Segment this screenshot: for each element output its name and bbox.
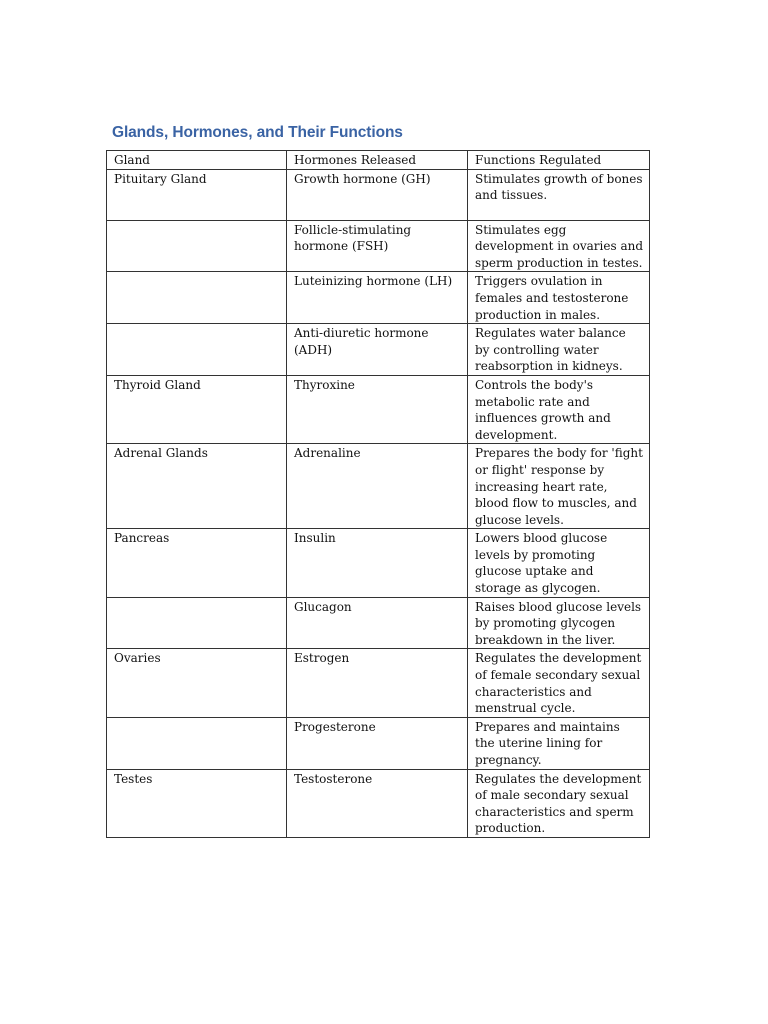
cell-hormone: Follicle-stimulating hormone (FSH) [287,220,468,272]
cell-gland [107,272,287,324]
table-row [107,444,650,529]
header-functions-regulated: Functions Regulated [468,151,650,170]
cell-function: Raises blood glucose levels by promoting glycogen breakdown in the liver. [468,597,650,649]
cell-gland [107,597,287,649]
cell-hormone: Luteinizing hormone (LH) [287,272,468,324]
cell-function: Lowers blood glucose levels by promoting glucose uptake and storage as glycogen. [468,529,650,597]
table-row [107,272,650,324]
table-row [107,717,650,769]
glands-hormones-table [106,150,650,838]
cell-hormone: Thyroxine [287,375,468,443]
table-row [107,375,650,443]
cell-gland [107,324,287,376]
table-row [107,529,650,597]
cell-gland [107,220,287,272]
cell-hormone: Growth hormone (GH) [287,169,468,220]
table-row [107,169,650,220]
cell-function: Regulates the development of male secondary sexual characteristics and sperm production. [468,769,650,837]
cell-gland: Adrenal Glands [107,444,287,529]
cell-gland: Testes [107,769,287,837]
document-title: Glands, Hormones, and Their Functions [112,124,403,141]
table-row [107,220,650,272]
cell-hormone: Anti-diuretic hormone (ADH) [287,324,468,376]
cell-hormone: Progesterone [287,717,468,769]
cell-gland: Pancreas [107,529,287,597]
cell-function: Prepares the body for 'fight or flight' response by increasing heart rate, blood flow to muscles, and glucose levels. [468,444,650,529]
table-row [107,649,650,717]
cell-function: Regulates water balance by controlling water reabsorption in kidneys. [468,324,650,376]
header-gland: Gland [107,151,287,170]
table-body [107,151,650,838]
table-row [107,324,650,376]
cell-hormone: Insulin [287,529,468,597]
cell-function: Triggers ovulation in females and testosterone production in males. [468,272,650,324]
cell-hormone: Adrenaline [287,444,468,529]
cell-function: Regulates the development of female secondary sexual characteristics and menstrual cycle. [468,649,650,717]
cell-function: Stimulates growth of bones and tissues. [468,169,650,220]
cell-gland: Ovaries [107,649,287,717]
cell-function: Controls the body's metabolic rate and influences growth and development. [468,375,650,443]
cell-gland [107,717,287,769]
cell-gland: Thyroid Gland [107,375,287,443]
table-row [107,769,650,837]
cell-function: Stimulates egg development in ovaries and sperm production in testes. [468,220,650,272]
cell-hormone: Testosterone [287,769,468,837]
table-row [107,597,650,649]
table-header-row [107,151,650,170]
cell-function: Prepares and maintains the uterine lining for pregnancy. [468,717,650,769]
cell-gland: Pituitary Gland [107,169,287,220]
cell-hormone: Glucagon [287,597,468,649]
header-hormones-released: Hormones Released [287,151,468,170]
cell-hormone: Estrogen [287,649,468,717]
